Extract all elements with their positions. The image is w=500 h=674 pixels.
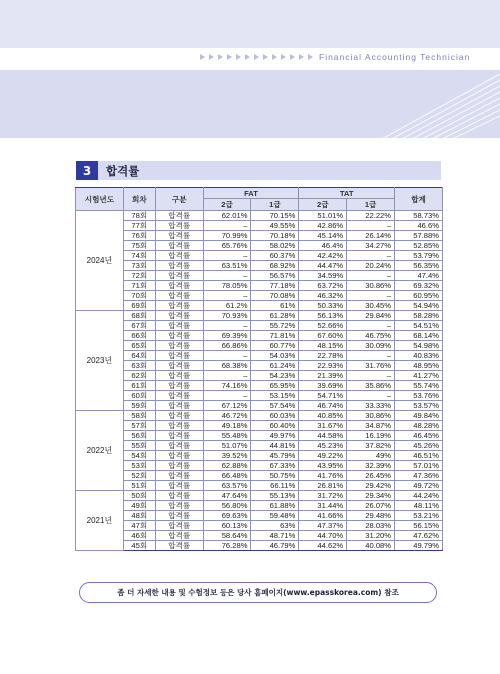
fat-grade2-cell: 62.88% <box>203 461 251 471</box>
fat-grade1-cell: 61.28% <box>251 311 299 321</box>
fat-grade2-cell: 65.76% <box>203 241 251 251</box>
fat-grade2-cell: 46.72% <box>203 411 251 421</box>
round-cell: 70회 <box>123 291 155 301</box>
round-cell: 63회 <box>123 361 155 371</box>
total-cell: 53.76% <box>395 391 443 401</box>
fat-grade2-cell: 69.63% <box>203 511 251 521</box>
fat-grade1-cell: 54.23% <box>251 371 299 381</box>
fat-grade1-cell: 49.55% <box>251 221 299 231</box>
tat-grade1-cell: 22.22% <box>347 211 395 221</box>
category-cell: 합격률 <box>155 381 203 391</box>
tat-grade2-cell: 45.23% <box>299 441 347 451</box>
table-row <box>76 501 443 511</box>
fat-grade2-cell: 78.05% <box>203 281 251 291</box>
category-cell: 합격률 <box>155 501 203 511</box>
table-row <box>76 251 443 261</box>
round-cell: 51회 <box>123 481 155 491</box>
year-cell: 2023년 <box>76 311 124 411</box>
tat-grade2-cell: 56.13% <box>299 311 347 321</box>
tat-grade2-cell: 50.33% <box>299 301 347 311</box>
table-row <box>76 351 443 361</box>
tat-grade2-cell: 67.60% <box>299 331 347 341</box>
category-cell: 합격률 <box>155 231 203 241</box>
table-row <box>76 531 443 541</box>
fat-grade2-cell: – <box>203 271 251 281</box>
tat-grade2-cell: 44.70% <box>299 531 347 541</box>
category-cell: 합격률 <box>155 211 203 221</box>
total-cell: 46.51% <box>395 451 443 461</box>
tat-grade1-cell: 26.14% <box>347 231 395 241</box>
fat-grade2-cell: 70.99% <box>203 231 251 241</box>
fat-grade1-cell: 44.81% <box>251 441 299 451</box>
category-cell: 합격률 <box>155 411 203 421</box>
table-row <box>76 471 443 481</box>
tat-grade1-cell: 29.48% <box>347 511 395 521</box>
table-row <box>76 371 443 381</box>
tat-grade2-cell: 31.44% <box>299 501 347 511</box>
fat-grade1-cell: 67.33% <box>251 461 299 471</box>
round-cell: 53회 <box>123 461 155 471</box>
tat-grade2-cell: 51.01% <box>299 211 347 221</box>
round-cell: 62회 <box>123 371 155 381</box>
tat-grade1-cell: – <box>347 321 395 331</box>
table-row <box>76 451 443 461</box>
total-cell: 46.45% <box>395 431 443 441</box>
total-cell: 52.85% <box>395 241 443 251</box>
total-cell: 54.51% <box>395 321 443 331</box>
category-cell: 합격률 <box>155 271 203 281</box>
total-cell: 56.35% <box>395 261 443 271</box>
header-tat-grade1: 1급 <box>347 199 395 211</box>
fat-grade1-cell: 70.15% <box>251 211 299 221</box>
total-cell: 41.27% <box>395 371 443 381</box>
fat-grade1-cell: 56.57% <box>251 271 299 281</box>
fat-grade2-cell: – <box>203 221 251 231</box>
fat-grade2-cell: – <box>203 351 251 361</box>
category-cell: 합격률 <box>155 491 203 501</box>
fat-grade1-cell: 61.24% <box>251 361 299 371</box>
round-cell: 65회 <box>123 341 155 351</box>
fat-grade1-cell: 71.81% <box>251 331 299 341</box>
total-cell: 58.73% <box>395 211 443 221</box>
table-row <box>76 281 443 291</box>
fat-grade1-cell: 60.77% <box>251 341 299 351</box>
tat-grade2-cell: 34.59% <box>299 271 347 281</box>
total-cell: 54.94% <box>395 301 443 311</box>
category-cell: 합격률 <box>155 311 203 321</box>
header-year: 시험년도 <box>76 188 124 211</box>
round-cell: 54회 <box>123 451 155 461</box>
table-row <box>76 481 443 491</box>
tat-grade1-cell: 26.45% <box>347 471 395 481</box>
fat-grade1-cell: 57.54% <box>251 401 299 411</box>
table-row <box>76 541 443 551</box>
fat-grade2-cell: 47.64% <box>203 491 251 501</box>
total-cell: 49.72% <box>395 481 443 491</box>
tat-grade2-cell: 42.42% <box>299 251 347 261</box>
fat-grade2-cell: 62.01% <box>203 211 251 221</box>
category-cell: 합격률 <box>155 481 203 491</box>
category-cell: 합격률 <box>155 541 203 551</box>
table-row <box>76 331 443 341</box>
category-cell: 합격률 <box>155 471 203 481</box>
total-cell: 40.83% <box>395 351 443 361</box>
total-cell: 68.14% <box>395 331 443 341</box>
fat-grade2-cell: 51.07% <box>203 441 251 451</box>
round-cell: 71회 <box>123 281 155 291</box>
fat-grade2-cell: – <box>203 291 251 301</box>
tat-grade1-cell: 26.07% <box>347 501 395 511</box>
year-cell: 2024년 <box>76 211 124 311</box>
total-cell: 54.98% <box>395 341 443 351</box>
fat-grade1-cell: 77.18% <box>251 281 299 291</box>
round-cell: 67회 <box>123 321 155 331</box>
tat-grade2-cell: 41.76% <box>299 471 347 481</box>
fat-grade1-cell: 70.18% <box>251 231 299 241</box>
tat-grade2-cell: 47.37% <box>299 521 347 531</box>
table-row <box>76 511 443 521</box>
tat-grade1-cell: – <box>347 391 395 401</box>
table-row <box>76 341 443 351</box>
header-tat-grade2: 2급 <box>299 199 347 211</box>
section-heading <box>76 161 441 180</box>
tat-grade2-cell: 26.81% <box>299 481 347 491</box>
tat-grade1-cell: 16.19% <box>347 431 395 441</box>
tat-grade1-cell: 29.84% <box>347 311 395 321</box>
fat-grade1-cell: 54.03% <box>251 351 299 361</box>
round-cell: 64회 <box>123 351 155 361</box>
fat-grade1-cell: 50.75% <box>251 471 299 481</box>
year-cell: 2021년 <box>76 491 124 551</box>
table-row <box>76 391 443 401</box>
round-cell: 77회 <box>123 221 155 231</box>
table-row <box>76 241 443 251</box>
tat-grade2-cell: 46.74% <box>299 401 347 411</box>
category-cell: 합격률 <box>155 241 203 251</box>
fat-grade2-cell: 49.18% <box>203 421 251 431</box>
fat-grade2-cell: 70.93% <box>203 311 251 321</box>
category-cell: 합격률 <box>155 421 203 431</box>
tat-grade1-cell: 28.03% <box>347 521 395 531</box>
fat-grade1-cell: 70.08% <box>251 291 299 301</box>
fat-grade1-cell: 60.40% <box>251 421 299 431</box>
category-cell: 합격률 <box>155 281 203 291</box>
tat-grade1-cell: – <box>347 291 395 301</box>
fat-grade1-cell: 48.71% <box>251 531 299 541</box>
table-row <box>76 461 443 471</box>
tat-grade2-cell: 40.85% <box>299 411 347 421</box>
section-title: 합격률 <box>106 163 140 178</box>
fat-grade1-cell: 65.95% <box>251 381 299 391</box>
tat-grade2-cell: 46.4% <box>299 241 347 251</box>
table-row <box>76 401 443 411</box>
total-cell: 46.6% <box>395 221 443 231</box>
total-cell: 69.32% <box>395 281 443 291</box>
header-category: 구분 <box>155 188 203 211</box>
fat-grade2-cell: 56.80% <box>203 501 251 511</box>
table-row <box>76 261 443 271</box>
fat-grade1-cell: 53.15% <box>251 391 299 401</box>
fat-grade1-cell: 61% <box>251 301 299 311</box>
table-row <box>76 381 443 391</box>
table-row <box>76 411 443 421</box>
category-cell: 합격률 <box>155 291 203 301</box>
round-cell: 49회 <box>123 501 155 511</box>
total-cell: 47.62% <box>395 531 443 541</box>
total-cell: 57.01% <box>395 461 443 471</box>
fat-grade2-cell: 63.57% <box>203 481 251 491</box>
round-cell: 45회 <box>123 541 155 551</box>
tat-grade1-cell: – <box>347 351 395 361</box>
total-cell: 48.11% <box>395 501 443 511</box>
tat-grade2-cell: 22.93% <box>299 361 347 371</box>
category-cell: 합격률 <box>155 521 203 531</box>
total-cell: 53.79% <box>395 251 443 261</box>
fat-grade2-cell: 60.13% <box>203 521 251 531</box>
tat-grade2-cell: 31.67% <box>299 421 347 431</box>
round-cell: 50회 <box>123 491 155 501</box>
round-cell: 68회 <box>123 311 155 321</box>
table-row <box>76 441 443 451</box>
table-row <box>76 521 443 531</box>
tat-grade2-cell: 41.66% <box>299 511 347 521</box>
round-cell: 56회 <box>123 431 155 441</box>
category-cell: 합격률 <box>155 401 203 411</box>
tat-grade2-cell: 21.39% <box>299 371 347 381</box>
table-row <box>76 221 443 231</box>
tat-grade1-cell: 34.27% <box>347 241 395 251</box>
category-cell: 합격률 <box>155 321 203 331</box>
total-cell: 47.4% <box>395 271 443 281</box>
total-cell: 48.95% <box>395 361 443 371</box>
category-cell: 합격률 <box>155 391 203 401</box>
round-cell: 47회 <box>123 521 155 531</box>
header-fat: FAT <box>203 188 299 199</box>
header-total: 합계 <box>395 188 443 211</box>
total-cell: 49.79% <box>395 541 443 551</box>
category-cell: 합격률 <box>155 301 203 311</box>
tat-grade2-cell: 49.22% <box>299 451 347 461</box>
round-cell: 59회 <box>123 401 155 411</box>
round-cell: 46회 <box>123 531 155 541</box>
table-row <box>76 421 443 431</box>
tat-grade1-cell: 49% <box>347 451 395 461</box>
table-row <box>76 361 443 371</box>
total-cell: 44.24% <box>395 491 443 501</box>
fat-grade1-cell: 58.02% <box>251 241 299 251</box>
total-cell: 57.88% <box>395 231 443 241</box>
table-row <box>76 211 443 221</box>
tat-grade2-cell: 52.66% <box>299 321 347 331</box>
round-cell: 58회 <box>123 411 155 421</box>
fat-grade2-cell: 55.48% <box>203 431 251 441</box>
header-subtitle-bar <box>200 50 495 64</box>
fat-grade2-cell: 66.48% <box>203 471 251 481</box>
tat-grade2-cell: 54.71% <box>299 391 347 401</box>
table-row <box>76 271 443 281</box>
table-row <box>76 321 443 331</box>
round-cell: 55회 <box>123 441 155 451</box>
fat-grade1-cell: 60.03% <box>251 411 299 421</box>
table-row <box>76 491 443 501</box>
category-cell: 합격률 <box>155 451 203 461</box>
total-cell: 53.57% <box>395 401 443 411</box>
tat-grade2-cell: 44.47% <box>299 261 347 271</box>
category-cell: 합격률 <box>155 341 203 351</box>
total-cell: 56.15% <box>395 521 443 531</box>
total-cell: 58.28% <box>395 311 443 321</box>
tat-grade2-cell: 39.69% <box>299 381 347 391</box>
total-cell: 60.95% <box>395 291 443 301</box>
fat-grade1-cell: 66.11% <box>251 481 299 491</box>
category-cell: 합격률 <box>155 461 203 471</box>
tat-grade2-cell: 42.86% <box>299 221 347 231</box>
fat-grade2-cell: 61.2% <box>203 301 251 311</box>
tat-grade2-cell: 44.62% <box>299 541 347 551</box>
category-cell: 합격률 <box>155 431 203 441</box>
fat-grade1-cell: 55.72% <box>251 321 299 331</box>
section-number: 3 <box>76 161 98 180</box>
table-row <box>76 431 443 441</box>
header-fat-grade1: 1급 <box>251 199 299 211</box>
pass-rate-table <box>75 187 443 551</box>
fat-grade1-cell: 61.88% <box>251 501 299 511</box>
category-cell: 합격률 <box>155 261 203 271</box>
tat-grade1-cell: 31.20% <box>347 531 395 541</box>
fat-grade2-cell: 63.51% <box>203 261 251 271</box>
tat-grade2-cell: 45.14% <box>299 231 347 241</box>
tat-grade2-cell: 22.78% <box>299 351 347 361</box>
total-cell: 49.84% <box>395 411 443 421</box>
category-cell: 합격률 <box>155 361 203 371</box>
header-tat: TAT <box>299 188 395 199</box>
category-cell: 합격률 <box>155 371 203 381</box>
year-cell: 2022년 <box>76 411 124 491</box>
fat-grade1-cell: 46.79% <box>251 541 299 551</box>
tat-grade1-cell: – <box>347 371 395 381</box>
category-cell: 합격률 <box>155 251 203 261</box>
tat-grade1-cell: 29.42% <box>347 481 395 491</box>
fat-grade2-cell: – <box>203 371 251 381</box>
fat-grade1-cell: 45.79% <box>251 451 299 461</box>
round-cell: 48회 <box>123 511 155 521</box>
diagonal-lines-decoration <box>360 68 500 140</box>
tat-grade2-cell: 44.58% <box>299 431 347 441</box>
round-cell: 52회 <box>123 471 155 481</box>
table-row <box>76 301 443 311</box>
fat-grade2-cell: 69.39% <box>203 331 251 341</box>
round-cell: 74회 <box>123 251 155 261</box>
tat-grade1-cell: 46.75% <box>347 331 395 341</box>
table-row <box>76 231 443 241</box>
tat-grade1-cell: 20.24% <box>347 261 395 271</box>
table-row <box>76 291 443 301</box>
fat-grade2-cell: 67.12% <box>203 401 251 411</box>
tat-grade1-cell: – <box>347 221 395 231</box>
total-cell: 53.21% <box>395 511 443 521</box>
fat-grade2-cell: – <box>203 251 251 261</box>
total-cell: 55.74% <box>395 381 443 391</box>
category-cell: 합격률 <box>155 441 203 451</box>
tat-grade1-cell: 31.76% <box>347 361 395 371</box>
fat-grade2-cell: – <box>203 321 251 331</box>
round-cell: 78회 <box>123 211 155 221</box>
tat-grade1-cell: 32.39% <box>347 461 395 471</box>
tat-grade1-cell: 30.45% <box>347 301 395 311</box>
round-cell: 60회 <box>123 391 155 401</box>
round-cell: 76회 <box>123 231 155 241</box>
fat-grade2-cell: 66.86% <box>203 341 251 351</box>
header-subtitle: Financial Accounting Technician <box>319 52 471 62</box>
tat-grade1-cell: 35.86% <box>347 381 395 391</box>
tat-grade1-cell: 34.87% <box>347 421 395 431</box>
table-body <box>76 211 443 551</box>
category-cell: 합격률 <box>155 331 203 341</box>
category-cell: 합격률 <box>155 351 203 361</box>
header-round: 회차 <box>123 188 155 211</box>
tat-grade1-cell: – <box>347 251 395 261</box>
tat-grade1-cell: 30.09% <box>347 341 395 351</box>
tat-grade1-cell: 37.82% <box>347 441 395 451</box>
fat-grade2-cell: 68.38% <box>203 361 251 371</box>
tat-grade1-cell: 30.86% <box>347 281 395 291</box>
tat-grade2-cell: 43.95% <box>299 461 347 471</box>
round-cell: 69회 <box>123 301 155 311</box>
total-cell: 47.36% <box>395 471 443 481</box>
tat-grade2-cell: 63.72% <box>299 281 347 291</box>
fat-grade1-cell: 59.48% <box>251 511 299 521</box>
table-row <box>76 311 443 321</box>
category-cell: 합격률 <box>155 221 203 231</box>
round-cell: 57회 <box>123 421 155 431</box>
tat-grade1-cell: 30.86% <box>347 411 395 421</box>
tat-grade1-cell: 40.08% <box>347 541 395 551</box>
tat-grade1-cell: 33.33% <box>347 401 395 411</box>
fat-grade2-cell: – <box>203 391 251 401</box>
tat-grade2-cell: 46.32% <box>299 291 347 301</box>
header-band <box>0 0 500 48</box>
total-cell: 45.26% <box>395 441 443 451</box>
total-cell: 48.28% <box>395 421 443 431</box>
fat-grade1-cell: 49.97% <box>251 431 299 441</box>
fat-grade1-cell: 68.92% <box>251 261 299 271</box>
tat-grade2-cell: 31.72% <box>299 491 347 501</box>
category-cell: 합격률 <box>155 531 203 541</box>
round-cell: 61회 <box>123 381 155 391</box>
fat-grade1-cell: 63% <box>251 521 299 531</box>
reference-note: 좀 더 자세한 내용 및 수험정보 등은 당사 홈페이지(www.epasskorea.com) 참조 <box>79 582 437 603</box>
fat-grade2-cell: 39.52% <box>203 451 251 461</box>
arrow-decoration-icon <box>200 54 313 60</box>
category-cell: 합격률 <box>155 511 203 521</box>
fat-grade2-cell: 58.64% <box>203 531 251 541</box>
tat-grade1-cell: 29.34% <box>347 491 395 501</box>
tat-grade1-cell: – <box>347 271 395 281</box>
fat-grade2-cell: 74.16% <box>203 381 251 391</box>
round-cell: 73회 <box>123 261 155 271</box>
round-cell: 72회 <box>123 271 155 281</box>
fat-grade1-cell: 55.13% <box>251 491 299 501</box>
round-cell: 66회 <box>123 331 155 341</box>
round-cell: 75회 <box>123 241 155 251</box>
fat-grade2-cell: 76.28% <box>203 541 251 551</box>
fat-grade1-cell: 60.37% <box>251 251 299 261</box>
tat-grade2-cell: 48.15% <box>299 341 347 351</box>
header-fat-grade2: 2급 <box>203 199 251 211</box>
